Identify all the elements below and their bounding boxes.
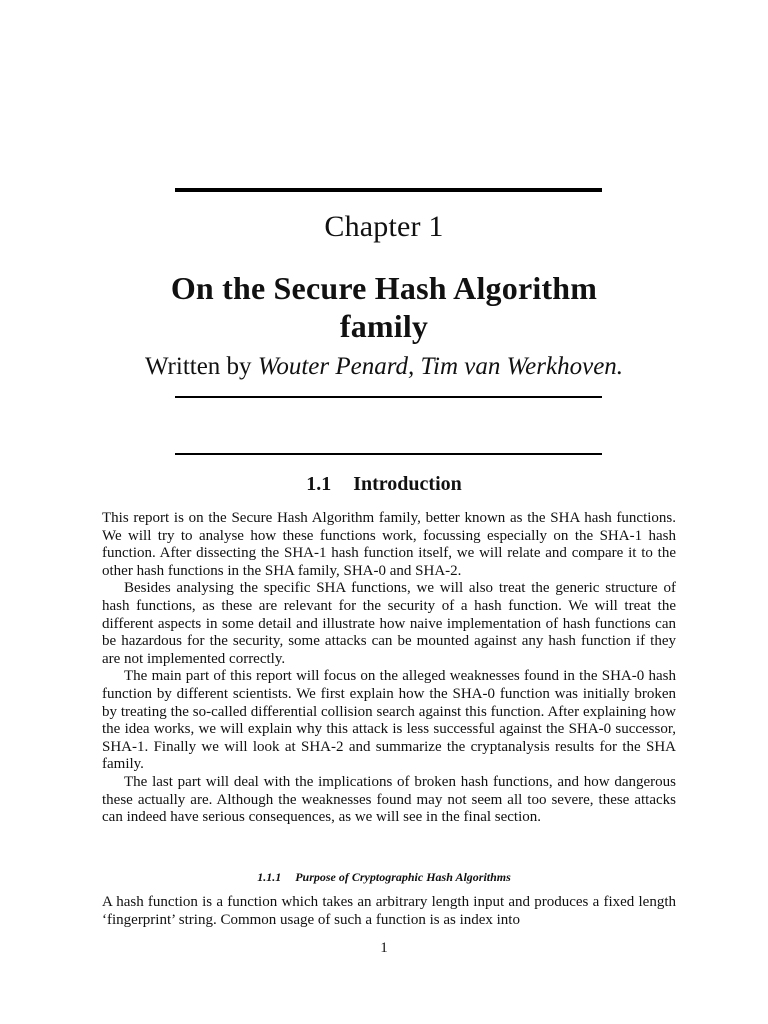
section-number: 1.1 [306, 473, 332, 495]
section-top-rule [175, 453, 602, 455]
subsection-title: Purpose of Cryptographic Hash Algorithms [295, 870, 511, 884]
section-title: Introduction [353, 473, 462, 495]
chapter-top-rule [175, 188, 602, 192]
paragraph: A hash function is a function which takes an arbitrary length input and produces a fixed length ‘fingerprint’ string. Common usage of such a function is as index into [102, 894, 676, 928]
chapter-title [0, 269, 768, 345]
chapter-title-line-2: family [339, 308, 429, 344]
chapter-title-line-1: On the Secure Hash Algorithm [170, 270, 598, 306]
subsection-body [102, 894, 676, 929]
author-line [0, 353, 768, 381]
author-names: Wouter Penard, Tim van Werkhoven. [257, 353, 624, 380]
subsection-heading [0, 870, 768, 885]
section-heading [0, 473, 768, 496]
paragraph: Besides analysing the specific SHA functions, we will also treat the generic structure of hash functions, as these are relevant for the security of a hash function. We will treat the different aspects in some detail and illustrate how naive implementation of hash functions can be hazardous for the security, some attacks can be mounted against any hash function if they are not implemented correctly. [102, 580, 676, 667]
page-number: 1 [380, 940, 388, 956]
written-by-label: Written by [144, 353, 252, 380]
introduction-body [102, 510, 676, 827]
paragraph: The main part of this report will focus on the alleged weaknesses found in the SHA-0 hash function by different scientists. We first explain how the SHA-0 function was initially broken by treating the so-called differential collision search against this function. After explaining how the idea works, we will explain why this attack is less successful against the SHA-0 successor, SHA-1. Finally we will look at SHA-2 and summarize the cryptanalysis results for the SHA family. [102, 668, 676, 773]
author-bottom-rule [175, 396, 602, 398]
paragraph: The last part will deal with the implications of broken hash functions, and how dangerous these actually are. Although the weaknesses found may not seem all too severe, these attacks can indeed have serious consequences, as we will see in the final section. [102, 773, 676, 826]
subsection-number: 1.1.1 [257, 870, 282, 884]
paragraph: This report is on the Secure Hash Algorithm family, better known as the SHA hash functions. We will try to analyse how these functions work, focussing especially on the SHA-1 hash function. After dissecting the SHA-1 hash function itself, we will relate and compare it to the other hash functions in the SHA family, SHA-0 and SHA-2. [102, 510, 676, 579]
chapter-label: Chapter 1 [324, 210, 444, 243]
